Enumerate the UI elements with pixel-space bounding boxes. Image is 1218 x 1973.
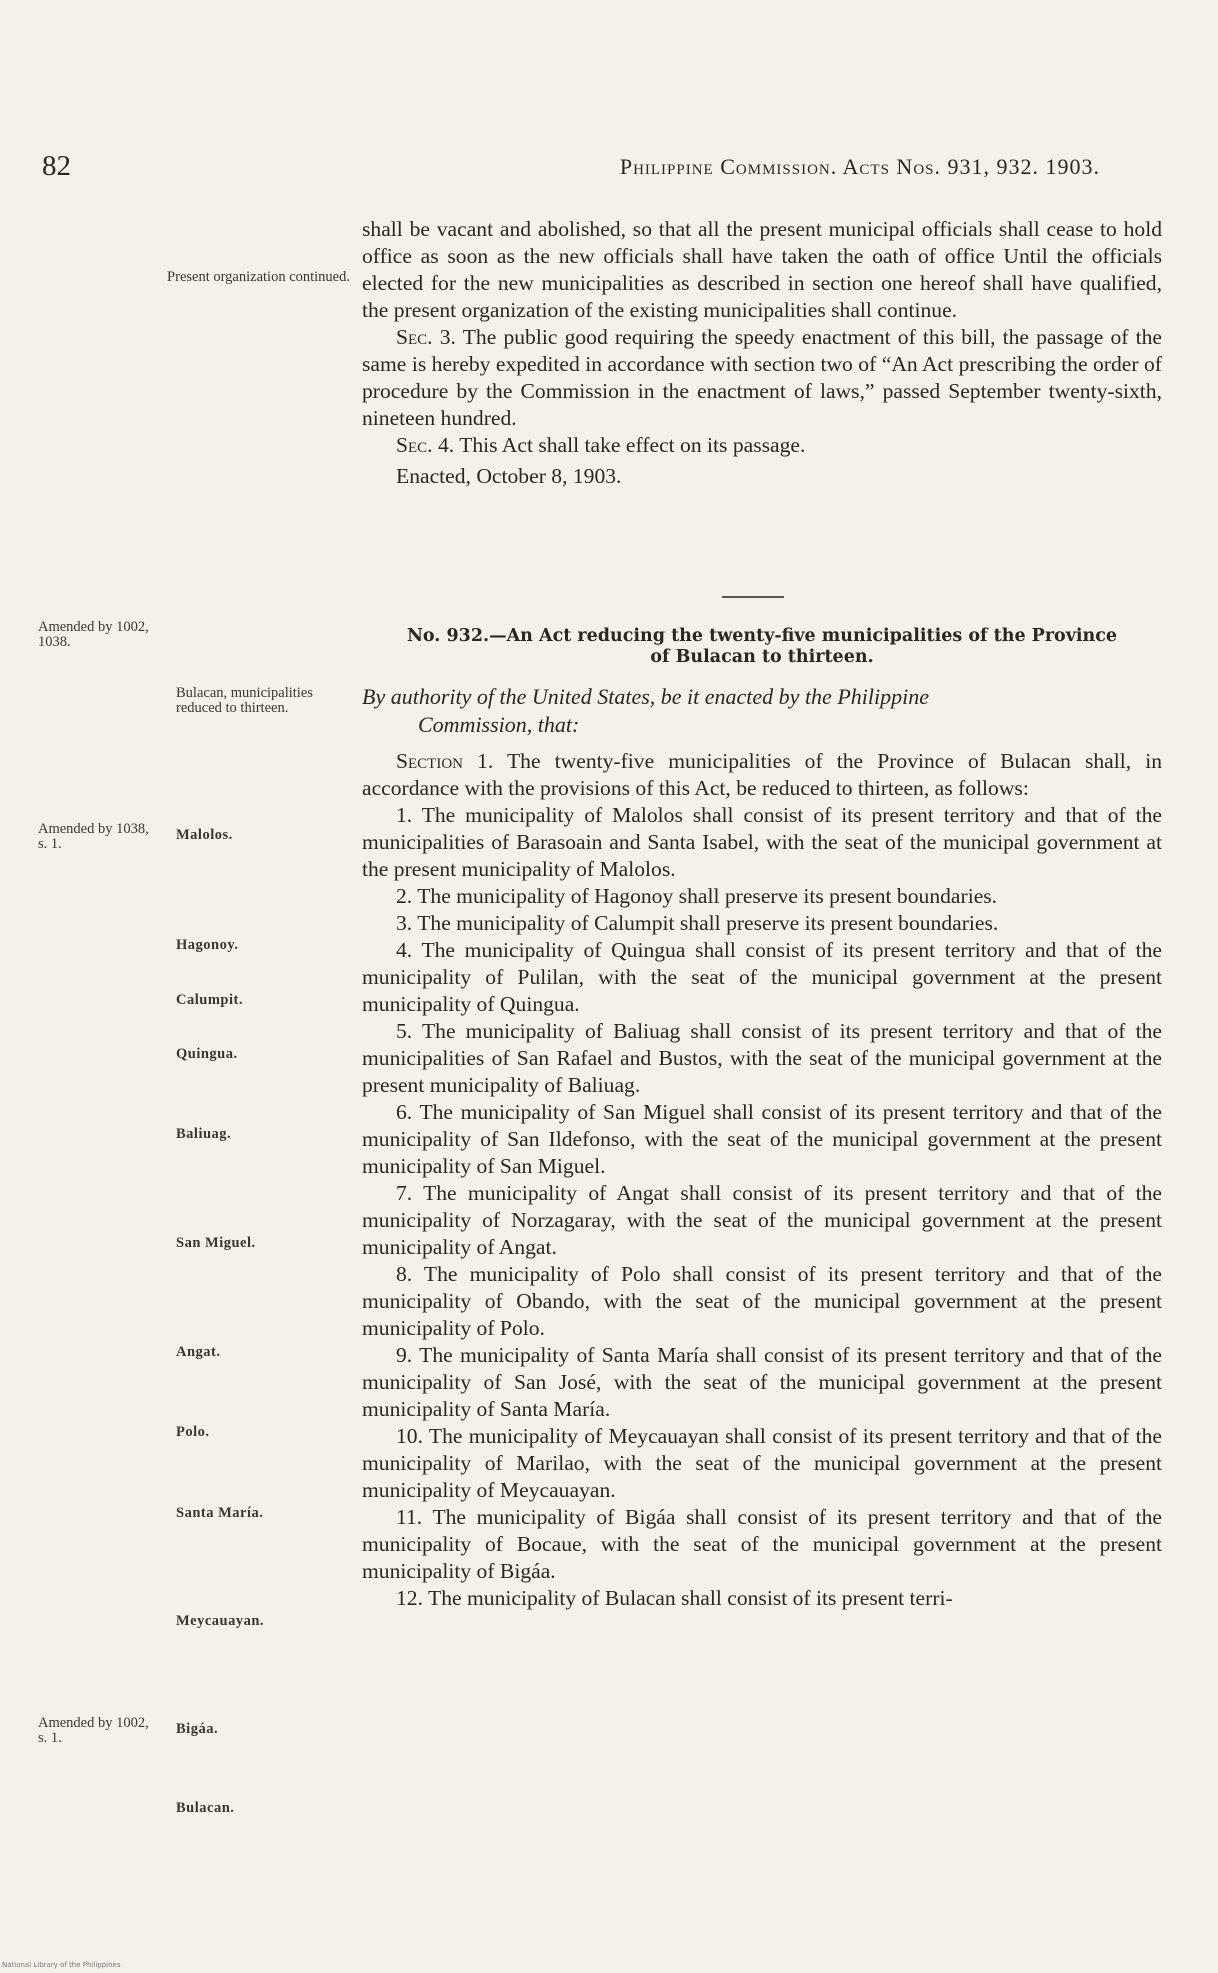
item-8: 8. The municipality of Polo shall consist of its present territory and that of the municipality of Obando, with the seat of the municipal government at the present municipality of Polo. bbox=[362, 1262, 1162, 1340]
act-932-text bbox=[362, 748, 1162, 1612]
item-2: 2. The municipality of Hagonoy shall preserve its present boundaries. bbox=[396, 884, 998, 908]
section-text: The public good requiring the speedy enactment of this bill, the passage of the same is hereby expedited in accordance with section two of “An Act prescribing the order of procedure by the Commission in the enactment of laws,” passed September twenty-sixth, nineteen hundred. bbox=[362, 325, 1163, 430]
side-label-hagonoy: Hagonoy. bbox=[176, 937, 239, 953]
section-text: The twenty-five municipalities of the Province of Bulacan shall, in accordance with the provisions of this Act, be reduced to thirteen, as follows: bbox=[362, 749, 1163, 800]
side-label-calumpit: Calumpit. bbox=[176, 992, 243, 1008]
running-title: Philippine Commission. Acts Nos. 931, 932. 1903. bbox=[619, 154, 1100, 179]
enacting-line: By authority of the United States, be it enacted by the Philippine bbox=[362, 684, 929, 709]
enacting-clause bbox=[362, 683, 1162, 739]
side-label-meycauayan: Meycauayan. bbox=[176, 1613, 265, 1629]
item-1: 1. The municipality of Malolos shall consist of its present territory and that of the municipalities of Barasoain and Santa Isabel, with the seat of the municipal government at the present municipality of Malolos. bbox=[362, 803, 1162, 881]
section-divider bbox=[722, 596, 784, 598]
title-line: No. 932.—An Act reducing the twenty-five municipalities of the Province bbox=[406, 626, 1118, 646]
section-label: Sec. 3. bbox=[396, 325, 456, 349]
item-10: 10. The municipality of Meycauayan shall consist of its present territory and that of the municipality of Marilao, with the seat of the municipal government at the present municipality of Meycauayan. bbox=[362, 1424, 1162, 1502]
item-12: 12. The municipality of Bulacan shall consist of its present terri- bbox=[396, 1586, 953, 1610]
margin-note-amended: Amended by 1038, s. 1. bbox=[38, 821, 149, 852]
item-4: 4. The municipality of Quingua shall consist of its present territory and that of the municipality of Pulilan, with the seat of the municipal government at the present municipality of Quingua. bbox=[362, 938, 1162, 1016]
side-label-quingua: Quingua. bbox=[176, 1046, 238, 1062]
item-5: 5. The municipality of Baliuag shall consist of its present territory and that of the municipalities of San Rafael and Bustos, with the seat of the municipal government at the present municipality of Baliuag. bbox=[362, 1019, 1162, 1097]
section-label: Sec. 4. bbox=[396, 433, 455, 457]
item-3: 3. The municipality of Calumpit shall preserve its present boundaries. bbox=[396, 911, 999, 935]
margin-note-amended: Amended by 1002, 1038. bbox=[38, 619, 149, 650]
side-label-baliuag: Baliuag. bbox=[176, 1126, 232, 1142]
scan-footer: National Library of the Philippines bbox=[2, 1961, 121, 1969]
item-9: 9. The municipality of Santa María shall consist of its present territory and that of the municipality of San José, with the seat of the municipal government at the present municipality of Santa María. bbox=[362, 1343, 1162, 1421]
enacted-date: Enacted, October 8, 1903. bbox=[396, 464, 622, 488]
side-label-bigaa: Bigáa. bbox=[176, 1721, 219, 1737]
section-4 bbox=[362, 432, 1162, 459]
section-text: This Act shall take effect on its passage. bbox=[459, 433, 806, 457]
margin-note-bulacan: Bulacan, municipalities reduced to thirteen. bbox=[176, 685, 313, 716]
paragraph: shall be vacant and abolished, so that all the present municipal officials shall cease to hold office as soon as the new officials shall have taken the oath of office Until the officials elected for the new municipalities as described in section one hereof shall have qualified, the present organization of the existing municipalities shall continue. bbox=[362, 217, 1162, 322]
page-header bbox=[42, 150, 1100, 186]
item-11: 11. The municipality of Bigáa shall consist of its present territory and that of the municipality of Bocaue, with the seat of the municipal government at the present municipality of Bigáa. bbox=[362, 1505, 1162, 1583]
side-label-bulacan: Bulacan. bbox=[176, 1800, 235, 1816]
margin-note-amended: Amended by 1002, s. 1. bbox=[38, 1715, 149, 1746]
side-label-san-miguel: San Miguel. bbox=[176, 1235, 256, 1251]
title-line: of Bulacan to thirteen. bbox=[650, 647, 874, 667]
act-932-title bbox=[362, 626, 1162, 668]
margin-note-present-organization: Present organization continued. bbox=[167, 269, 350, 285]
side-label-santa-maria: Santa María. bbox=[176, 1505, 264, 1521]
act-931-text bbox=[362, 216, 1162, 490]
section-1 bbox=[362, 748, 1162, 802]
side-label-polo: Polo. bbox=[176, 1424, 210, 1440]
page-number: 82 bbox=[42, 150, 71, 182]
side-label-malolos: Malolos. bbox=[176, 827, 233, 843]
section-label: Section 1. bbox=[396, 749, 494, 773]
side-label-angat: Angat. bbox=[176, 1344, 221, 1360]
enacting-line: Commission, that: bbox=[418, 712, 580, 737]
item-6: 6. The municipality of San Miguel shall consist of its present territory and that of the municipality of San Ildefonso, with the seat of the municipal government at the present municipality of San Miguel. bbox=[362, 1100, 1162, 1178]
item-7: 7. The municipality of Angat shall consist of its present territory and that of the municipality of Norzagaray, with the seat of the municipal government at the present municipality of Angat. bbox=[362, 1181, 1162, 1259]
section-3 bbox=[362, 324, 1162, 432]
